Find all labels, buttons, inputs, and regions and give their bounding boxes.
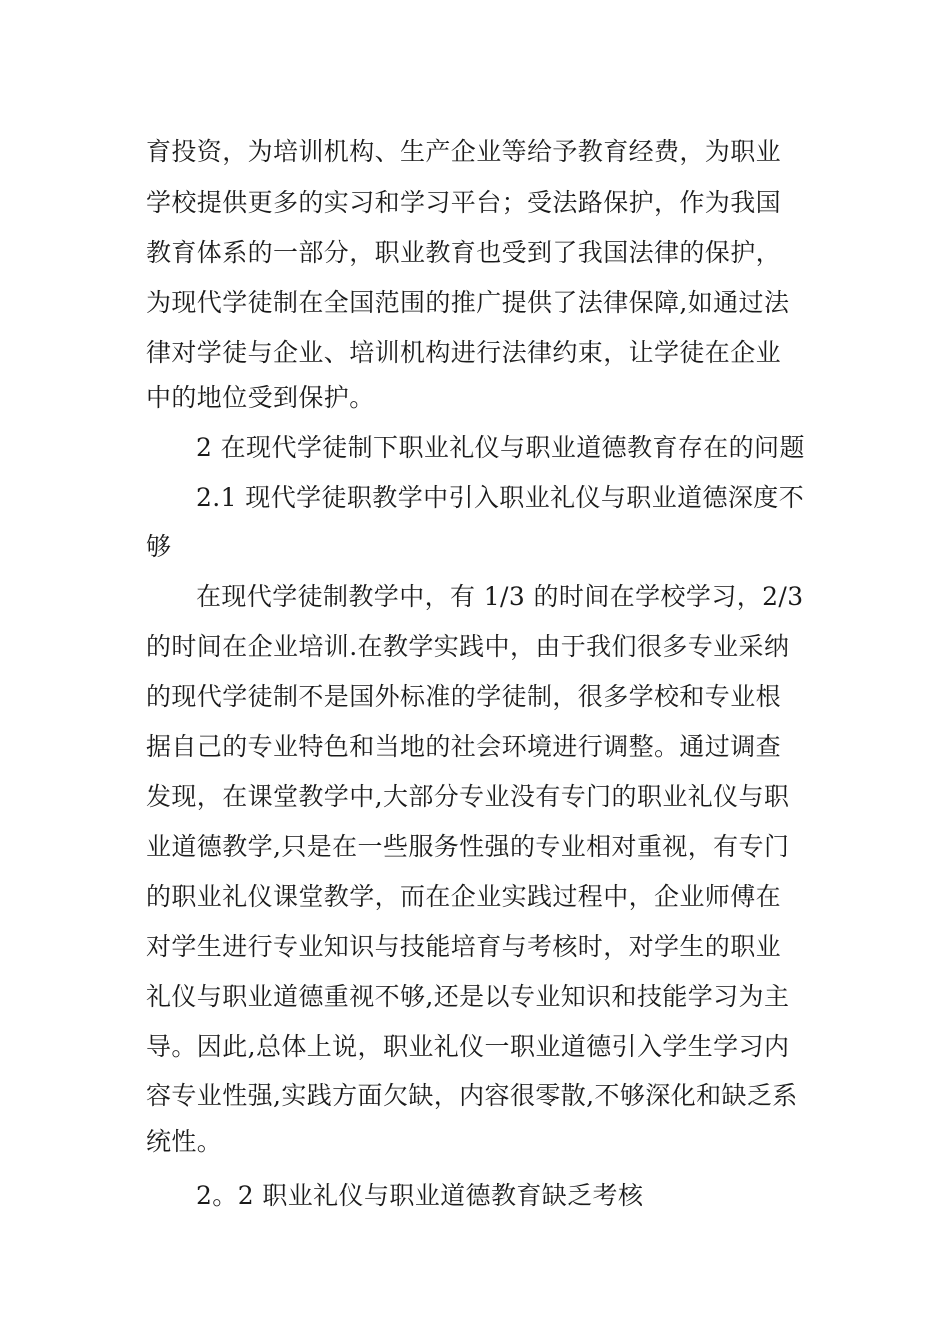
paragraph-line: 对学生进行专业知识与技能培育与考核时，对学生的职业 (146, 932, 782, 961)
paragraph-line: 容专业性强,实践方面欠缺，内容很零散,不够深化和缺乏系 (146, 1081, 798, 1110)
paragraph-line: 导。因此,总体上说，职业礼仪一职业道德引入学生学习内 (146, 1032, 790, 1061)
paragraph-line: 的时间在企业培训.在教学实践中，由于我们很多专业采纳 (146, 632, 790, 661)
paragraph-line: 育投资，为培训机构、生产企业等给予教育经费，为职业 (146, 137, 782, 166)
paragraph-line: 教育体系的一部分，职业教育也受到了我国法律的保护， (146, 238, 782, 267)
paragraph-line: 为现代学徒制在全国范围的推广提供了法律保障,如通过法 (146, 288, 790, 317)
paragraph-line: 礼仪与职业道德重视不够,还是以专业知识和技能学习为主 (146, 982, 790, 1011)
paragraph-line: 据自己的专业特色和当地的社会环境进行调整。通过调查 (146, 732, 782, 761)
subsection-heading: 2。2 职业礼仪与职业道德教育缺乏考核 (196, 1181, 644, 1210)
paragraph-line: 的职业礼仪课堂教学，而在企业实践过程中，企业师傅在 (146, 882, 782, 911)
paragraph-line: 的现代学徒制不是国外标准的学徒制，很多学校和专业根 (146, 682, 782, 711)
section-heading: 2 在现代学徒制下职业礼仪与职业道德教育存在的问题 (196, 433, 805, 462)
subsection-heading: 2.1 现代学徒职教学中引入职业礼仪与职业道德深度不 (196, 483, 805, 512)
paragraph-line: 律对学徒与企业、培训机构进行法律约束，让学徒在企业 (146, 338, 782, 367)
paragraph-line: 在现代学徒制教学中，有 1/3 的时间在学校学习，2/3 (196, 582, 804, 611)
paragraph-line: 中的地位受到保护。 (146, 383, 375, 412)
subsection-heading-continued: 够 (146, 532, 172, 561)
paragraph-line: 业道德教学,只是在一些服务性强的专业相对重视，有专门 (146, 832, 790, 861)
paragraph-line: 统性。 (146, 1127, 223, 1156)
paragraph-line: 发现，在课堂教学中,大部分专业没有专门的职业礼仪与职 (146, 782, 790, 811)
paragraph-line: 学校提供更多的实习和学习平台；受法路保护，作为我国 (146, 188, 782, 217)
